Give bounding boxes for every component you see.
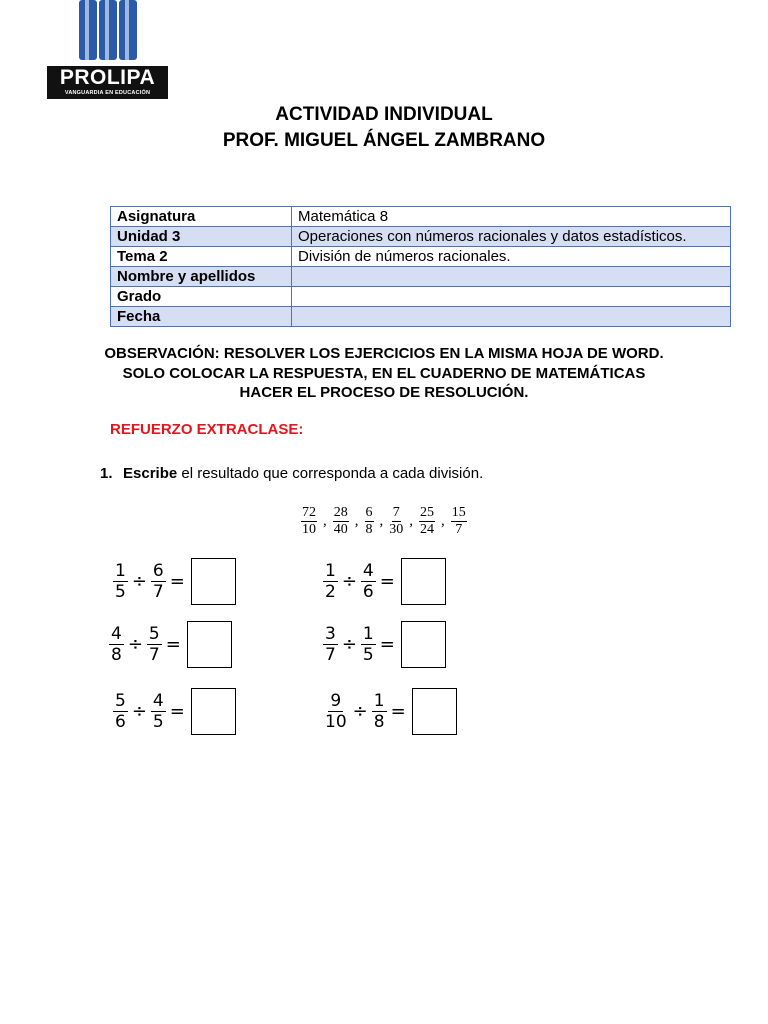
option-fraction [300,505,318,538]
answer-options [300,505,468,538]
numerator: 4 [111,624,122,644]
denominator: 8 [111,645,122,665]
numerator: 1 [373,691,385,711]
divide-sign: ÷ [127,634,143,655]
observation-note: OBSERVACIÓN: RESOLVER LOS EJERCICIOS EN LA MISMA HOJA DE WORD. SOLO COLOCAR LA RESPUESTA, EN EL CUADERNO DE MATEMÁTICAS HACER EL PROCESO DE RESOLUCIÓN. [104,345,664,401]
option-fraction [332,505,350,538]
table-label: Unidad 3 [111,227,292,247]
denominator: 5 [362,645,374,665]
denominator: 7 [455,522,463,537]
denominator: 30 [389,522,404,537]
numerator: 9 [330,691,342,711]
question-text: el resultado que corresponda a cada división. [177,465,484,482]
table-row [111,267,731,287]
answer-box[interactable] [191,688,236,735]
separator: , [354,513,359,529]
fraction [371,691,388,732]
logo-tagline: VANGUARDIA EN EDUCACIÓN [64,90,151,96]
table-label: Grado [111,287,292,307]
equals-sign: = [169,701,185,722]
numerator: 1 [362,624,374,644]
divide-sign: ÷ [341,634,357,655]
fraction [146,624,163,665]
numerator: 6 [365,505,373,520]
denominator: 5 [115,582,126,602]
info-table [110,206,731,327]
numerator: 5 [115,691,126,711]
option-fraction [388,505,404,538]
teacher-name: PROF. MIGUEL ÁNGEL ZAMBRANO [222,130,546,151]
option-fraction [450,505,468,538]
numerator: 25 [420,505,434,520]
logo-wordmark [47,66,168,99]
answer-box[interactable] [191,558,236,605]
table-label: Fecha [111,307,292,327]
numerator: 72 [302,505,316,520]
equals-sign: = [379,571,395,592]
section-title: REFUERZO EXTRACLASE: [110,421,304,438]
denominator: 7 [152,582,164,602]
logo-name: PROLIPA [59,66,156,89]
question-number: 1. [100,465,113,482]
table-value[interactable] [292,307,731,327]
separator: , [379,513,384,529]
separator: , [409,513,413,529]
numerator: 4 [362,561,374,581]
option-fraction [364,505,375,538]
exercise [322,558,446,605]
table-value[interactable]: Matemática 8 [292,207,731,227]
fraction [360,624,377,665]
prolipa-logo [47,0,168,100]
denominator: 24 [420,522,434,537]
divide-sign: ÷ [131,571,147,592]
option-fraction [418,505,436,538]
exercise [108,621,232,668]
denominator: 10 [325,712,347,732]
denominator: 7 [325,645,336,665]
question-verb: Escribe [123,465,178,482]
numerator: 28 [333,505,348,520]
answer-box[interactable] [401,558,446,605]
numerator: 5 [148,624,160,644]
exercise [322,621,446,668]
fraction [322,624,339,665]
numerator: 3 [325,624,336,644]
numerator: 1 [115,561,126,581]
table-value[interactable]: División de números racionales. [292,247,731,267]
divide-sign: ÷ [341,571,357,592]
fraction [112,691,129,732]
fraction [150,561,167,602]
separator: , [441,513,445,529]
separator: , [323,513,327,529]
table-value[interactable]: Operaciones con números racionales y datos estadísticos. [292,227,731,247]
numerator: 7 [392,505,400,520]
numerator: 6 [152,561,164,581]
table-value[interactable] [292,267,731,287]
equals-sign: = [390,701,406,722]
table-row [111,307,731,327]
fraction [112,561,129,602]
denominator: 5 [152,712,164,732]
denominator: 7 [148,645,160,665]
denominator: 8 [365,522,373,537]
numerator: 1 [325,561,336,581]
table-row [111,287,731,307]
exercise [112,688,236,735]
table-label: Tema 2 [111,247,292,267]
denominator: 10 [302,522,316,537]
divide-sign: ÷ [352,701,368,722]
numerator: 4 [152,691,164,711]
fraction [322,561,339,602]
answer-box[interactable] [401,621,446,668]
table-label: Nombre y apellidos [111,267,292,287]
question-1 [100,465,483,482]
divide-sign: ÷ [131,701,147,722]
equals-sign: = [165,634,181,655]
fraction [360,561,377,602]
fraction [150,691,167,732]
fraction [108,624,125,665]
denominator: 8 [373,712,385,732]
table-row [111,227,731,247]
denominator: 6 [115,712,126,732]
equals-sign: = [379,634,395,655]
table-label: Asignatura [111,207,292,227]
equals-sign: = [169,571,185,592]
answer-box[interactable] [187,621,232,668]
table-row [111,207,731,227]
denominator: 6 [362,582,374,602]
numerator: 15 [451,505,466,520]
table-row [111,247,731,267]
answer-box[interactable] [412,688,457,735]
table-value[interactable] [292,287,731,307]
denominator: 2 [325,582,336,602]
books-icon [77,0,139,60]
denominator: 40 [333,522,348,537]
exercise [322,688,457,735]
exercise [112,558,236,605]
fraction [322,691,350,732]
activity-title: ACTIVIDAD INDIVIDUAL [275,104,493,125]
